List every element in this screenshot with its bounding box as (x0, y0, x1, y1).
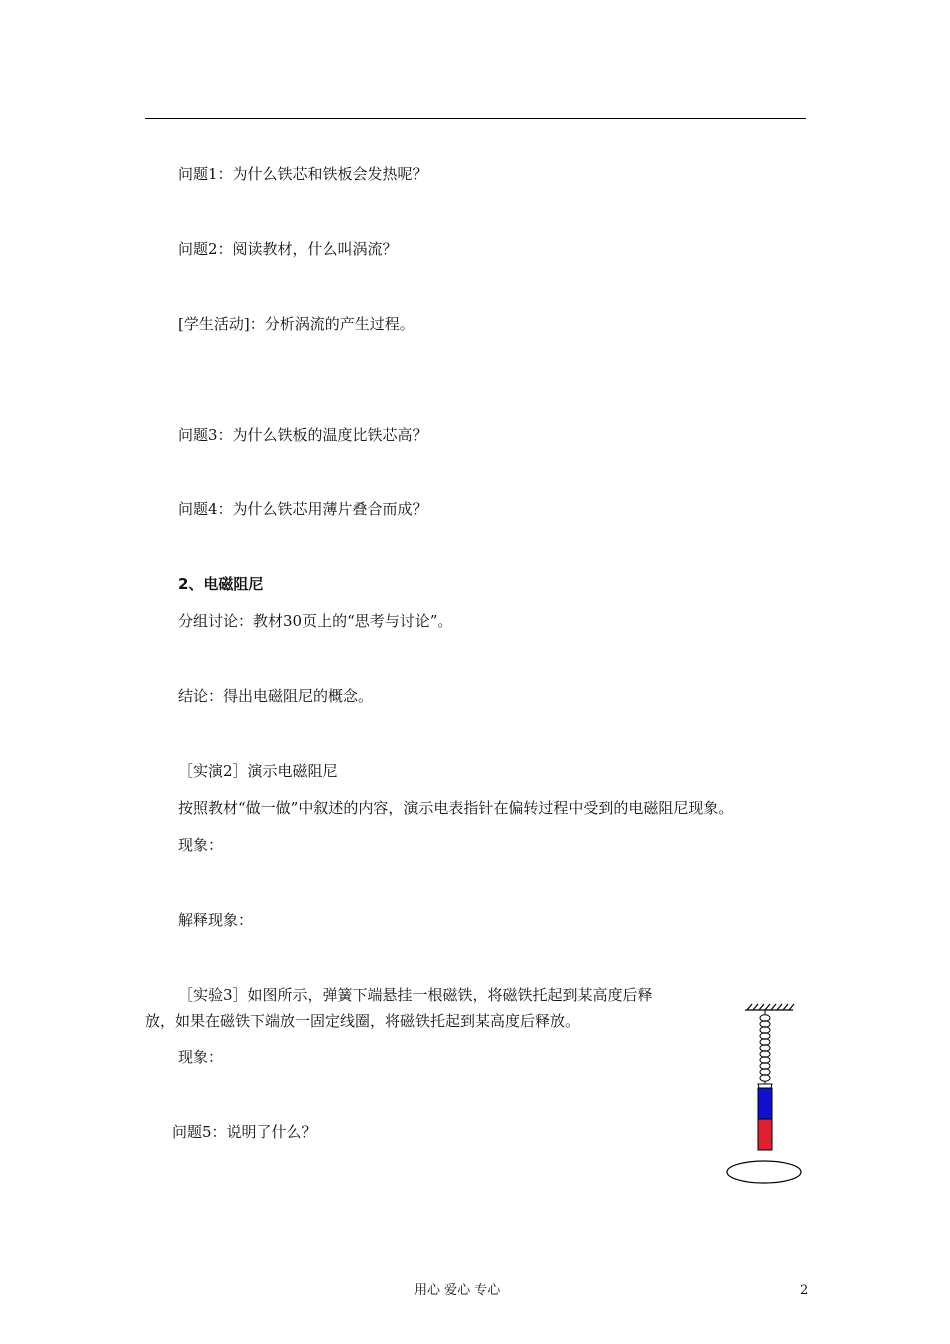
page-number: 2 (800, 1283, 809, 1298)
explain-label: 解释现象： (178, 911, 254, 929)
question-2: 问题2：阅读教材，什么叫涡流？ (178, 240, 398, 258)
magnet-cap (758, 1084, 772, 1088)
question-5: 问题5：说明了什么？ (172, 1123, 317, 1141)
magnet-south-pole (758, 1119, 772, 1150)
group-discussion: 分组讨论：教材30页上的“思考与讨论”。 (178, 612, 453, 630)
question-3: 问题3：为什么铁板的温度比铁芯高？ (178, 426, 428, 444)
phenomenon-label-2: 现象： (178, 1048, 224, 1066)
conclusion: 结论：得出电磁阻尼的概念。 (178, 687, 374, 705)
magnet-north-pole (758, 1088, 772, 1119)
spring-magnet-figure (718, 1000, 818, 1190)
footer-motto: 用心 爱心 专心 (414, 1283, 501, 1298)
demo-2-title: ［实演2］演示电磁阻尼 (178, 762, 338, 780)
experiment-3-line-1: ［实验3］如图所示，弹簧下端悬挂一根磁铁，将磁铁托起到某高度后释 (178, 986, 653, 1004)
section-heading: 2、电磁阻尼 (178, 575, 264, 593)
phenomenon-label-1: 现象： (178, 836, 224, 854)
student-activity: [学生活动]：分析涡流的产生过程。 (178, 315, 415, 333)
header-rule (145, 118, 806, 119)
experiment-3-line-2: 放，如果在磁铁下端放一固定线圈，将磁铁托起到某高度后释放。 (145, 1012, 581, 1030)
fixed-coil (727, 1161, 801, 1183)
ceiling-support (745, 1004, 794, 1010)
demo-2-text: 按照教材“做一做”中叙述的内容，演示电表指针在偏转过程中受到的电磁阻尼现象。 (178, 799, 734, 817)
question-1: 问题1：为什么铁芯和铁板会发热呢？ (178, 165, 428, 183)
spring-coil (760, 1010, 770, 1084)
question-4: 问题4：为什么铁芯用薄片叠合而成？ (178, 500, 428, 518)
